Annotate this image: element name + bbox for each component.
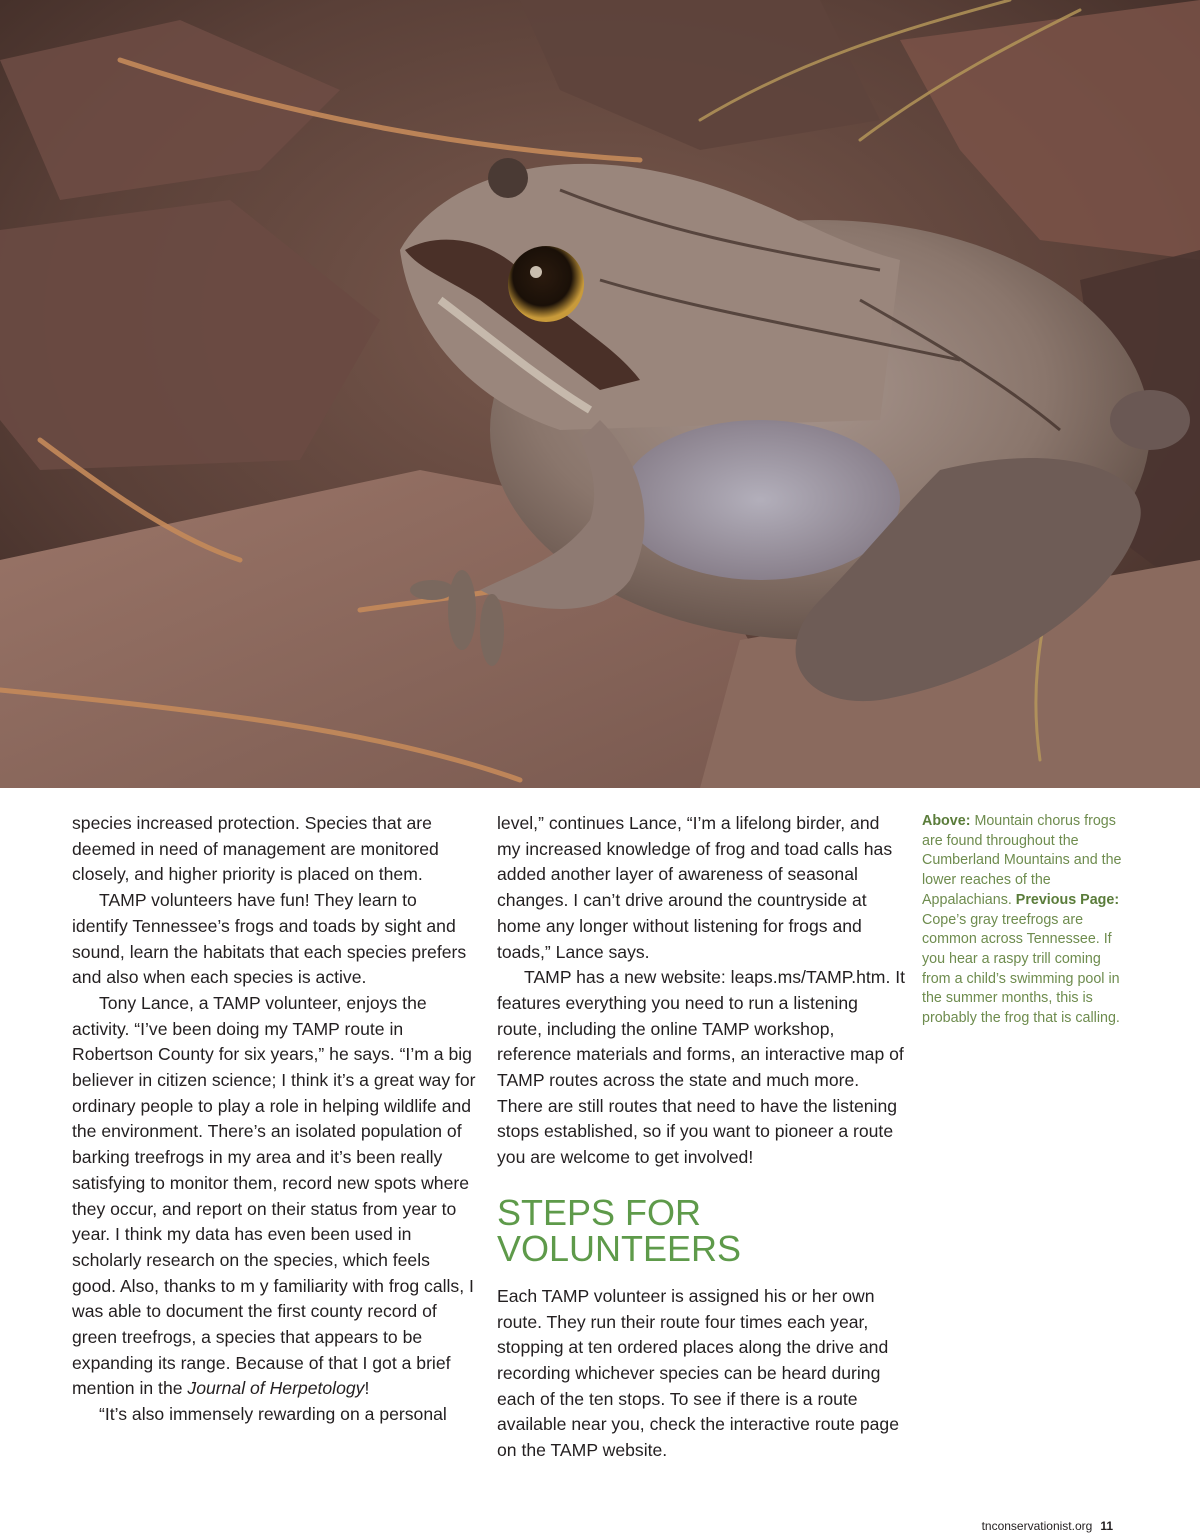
paragraph-text: Tony Lance, a TAMP volunteer, enjoys the activity. “I’ve been doing my TAMP route in Robertson County for six years,” he says. “I’m a big believer in citizen science; I think it’s a great way for ordinary people to play a role in helping wildlife and the environment. There’s an isolated population of barking treefrogs in my area and it’s been really satisfying to monitor them, record new spots where they occur, and report on their status from year to year. I think my data has even been used in scholarly research on the species, which feels good. Also, thanks to m y familiarity with frog calls, I was able to document the first county record of green treefrogs, a species that appears to be expanding its range. Because of that I got a brief mention in the bbox=[72, 992, 476, 1399]
paragraph: TAMP volunteers have fun! They learn to identify Tennessee’s frogs and toads by sight and sound, learn the habitats that each species prefers and also when each species is active. bbox=[72, 890, 467, 988]
paragraph: Each TAMP volunteer is assigned his or her own route. They run their route four times each year, stopping at ten ordered places along the drive and recording whichever species can be heard during each of the ten stops. To see if there is a route available near you, check the interactive route page on the TAMP website. bbox=[497, 1285, 899, 1461]
caption-text: Cope’s gray treefrogs are common across Tennessee. If you hear a raspy trill coming from a child’s swimming pool in the summer months, this is probably the frog that is calling. bbox=[922, 911, 1120, 1027]
paragraph: “It’s also immensely rewarding on a personal bbox=[99, 1404, 447, 1425]
paragraph-website: TAMP has a new website: leaps.ms/TAMP.htm. It features everything you need to run a listening route, including the online TAMP workshop, reference materials and forms, an interactive map of TAMP routes across the state and much more. There are still routes that need to have the listening stops established, so if you want to pioneer a route you are welcome to get involved! bbox=[497, 967, 906, 1168]
page-footer bbox=[982, 1519, 1113, 1533]
paragraph: level,” continues Lance, “I’m a lifelong birder, and my increased knowledge of frog and toad calls has added another layer of awareness of seasonal changes. I can’t drive around the countryside at home any longer without listening for frogs and toads,” Lance says. bbox=[497, 813, 893, 962]
paragraph-text-end: ! bbox=[364, 1378, 370, 1399]
page-number: 11 bbox=[1100, 1519, 1113, 1533]
paragraph: species increased protection. Species that are deemed in need of management are monitored closely, and higher priority is placed on them. bbox=[72, 813, 439, 885]
footer-site: tnconservationist.org bbox=[981, 1519, 1093, 1533]
section-heading bbox=[497, 1191, 907, 1269]
heading-line: STEPS FOR bbox=[497, 1191, 702, 1233]
article-column-2 bbox=[497, 811, 907, 1464]
caption-label: Previous Page: bbox=[1015, 891, 1120, 908]
journal-title: Journal of Herpetology bbox=[187, 1378, 365, 1399]
paragraph-quote-lance bbox=[72, 991, 476, 1402]
caption-text: Mountain chorus frogs are found throughout the Cumberland Mountains and the lower reaches of the Appalachians. bbox=[922, 813, 1122, 908]
heading-line: VOLUNTEERS bbox=[497, 1227, 742, 1269]
article-column-1 bbox=[72, 811, 476, 1428]
photo-caption bbox=[922, 812, 1132, 1029]
caption-label: Above: bbox=[922, 813, 971, 829]
